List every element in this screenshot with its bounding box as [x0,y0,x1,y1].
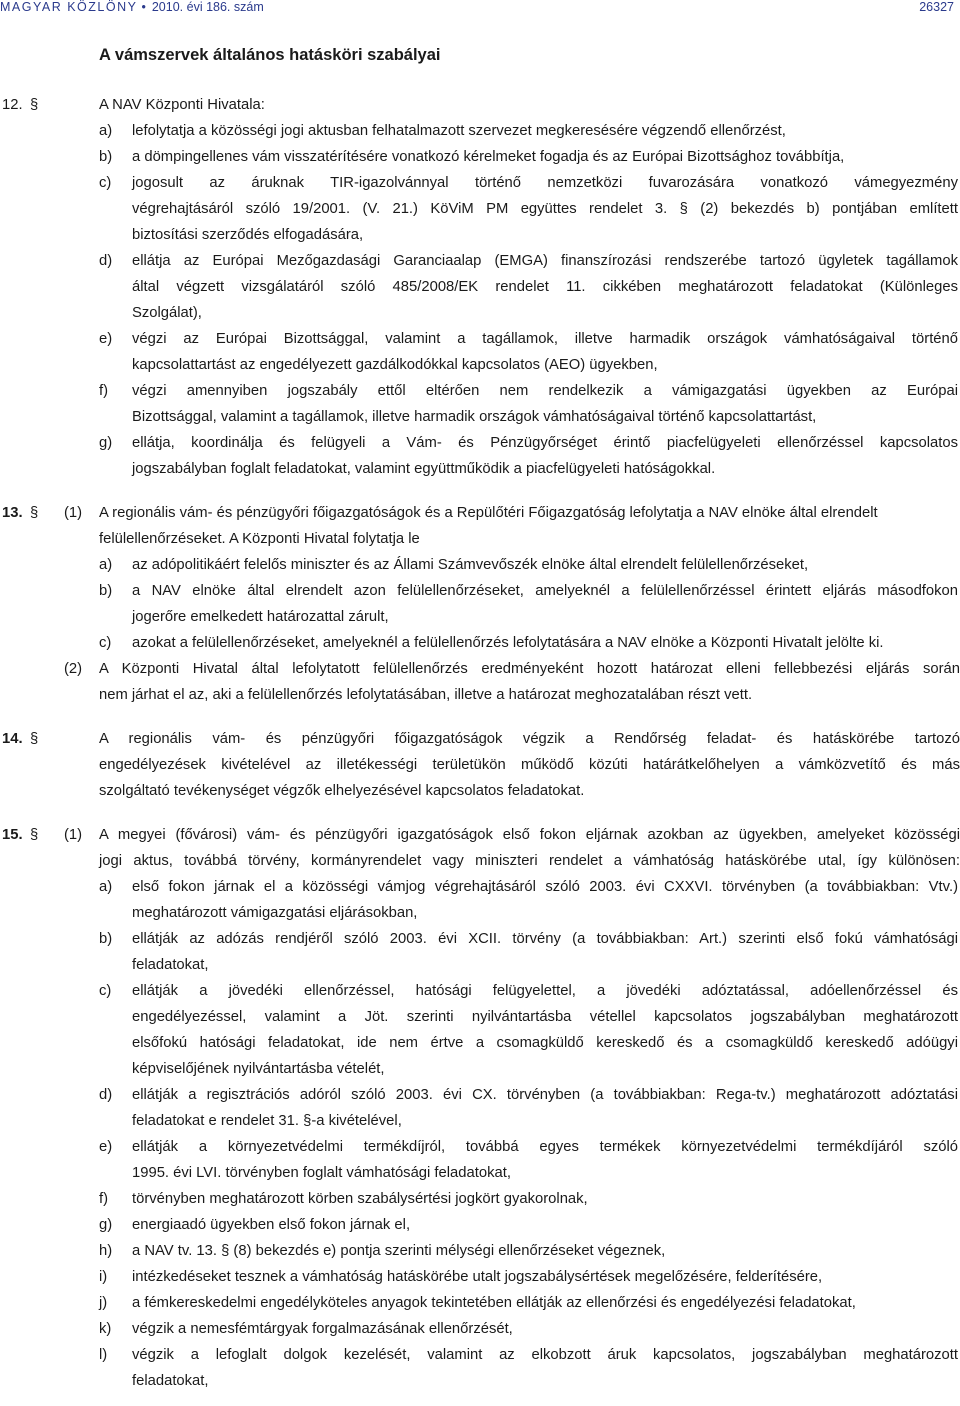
item-text: végrehajtásáról szóló 19/2001. (V. 21.) KöViM PM együttes rendelet 3. § (2) bekezdés b) pontjában említett [132,201,958,217]
item-label: g) [99,1217,113,1233]
item-label: a) [99,557,113,573]
item-label: e) [99,1139,113,1155]
item-label: d) [99,253,113,269]
item-label: a) [99,123,113,139]
item-text: feladatokat e rendelet 31. §-a kivételével, [132,1113,402,1129]
section-sign: § [30,97,39,113]
subsection-label: (1) [64,827,83,843]
item-text: törvényben meghatározott körben szabálysértési jogkört gyakorolnak, [132,1191,588,1207]
running-header [0,0,264,14]
item-text: a dömpingellenes vám visszatérítésére vonatkozó kérelmeket fogadja és az Európai Bizottsághoz továbbítja, [132,149,845,165]
paragraph-14 [0,726,960,804]
item-text: elsőfokú hatósági feladatokat, ide nem értve a csomagküldő kereskedő és a csomagküldő kereskedő adóügyi [132,1035,958,1051]
item-text: végzik a lefoglalt dolgok kezelését, valamint az elkobzott áruk kapcsolatos, jogszabályban meghatározott [132,1347,958,1363]
item-label: c) [99,983,112,999]
item-text: lefolytatja a közösségi jogi aktusban felhatalmazott szervezet megkeresésére végzendő ellenőrzést, [132,123,786,139]
item-label: h) [99,1243,113,1259]
paragraph-15 [0,822,960,1394]
page-number: 26327 [919,0,954,14]
subsection-text: nem járhat el az, aki a felülellenőrzés lefolytatásában, illetve a határozat meghozatalában részt vett. [99,687,753,703]
item-label: f) [99,1191,109,1207]
subsection-label: (2) [64,661,83,677]
section-title: A vámszervek általános hatásköri szabályai [99,46,441,64]
journal-name: MAGYAR KÖZLÖNY [0,0,138,14]
subsection-text: felülellenőrzéseket. A Központi Hivatal folytatja le [99,531,420,547]
item-label: a) [99,879,113,895]
item-text: meghatározott vámigazgatási eljárásokban, [132,905,418,921]
item-label: c) [99,635,112,651]
item-text: engedélyezéssel, valamint a Jöt. szerinti nyilvántartásba vétellel kapcsolatos jogszabályban meghatározott [132,1009,958,1025]
item-text: első fokon járnak el a közösségi vámjog végrehajtásáról szóló 2003. évi CXXVI. törvényben (a továbbiakban: Vtv.) [132,879,958,895]
document-body [0,92,960,1394]
item-text: a NAV tv. 13. § (8) bekezdés e) pontja szerinti mélységi ellenőrzéseket végeznek, [132,1243,666,1259]
subsection-text: A regionális vám- és pénzügyőri főigazgatóságok és a Repülőtéri Főigazgatóság lefolytatja a NAV elnöke által elrendelt [99,505,878,521]
item-text: kapcsolattartást az engedélyezett gazdálkodókkal kapcsolatos (AEO) ügyekben, [132,357,658,373]
section-sign: § [30,505,39,521]
spacer [0,804,960,822]
item-text: ellátják a jövedéki ellenőrzéssel, hatósági felügyelettel, a jövedéki adóztatással, adóellenőrzéssel és [132,983,958,999]
item-text: a NAV elnöke által elrendelt azon felülellenőrzéseket, amelyeknél a felülellenőrzéssel érintett eljárás másodfokon [132,583,958,599]
item-text: képviselőjének nyilvántartásba vételét, [132,1061,385,1077]
item-text: jogszabályban foglalt feladatokat, valamint együttműködik a piacfelügyeleti hatóságokkal. [132,461,716,477]
paragraph-text: engedélyezések kivételével az illetékességi területükön működő közúti határátkelőhelyen a vámközvetítő és más [99,757,960,773]
paragraph-number: 14. [2,731,23,747]
issue-number: 2010. évi 186. szám [151,0,264,14]
paragraph-intro: A NAV Központi Hivatala: [99,97,265,113]
item-label: l) [99,1347,108,1363]
item-label: g) [99,435,113,451]
item-text: által végzett vizsgálatáról szóló 485/2008/EK rendelet 11. cikkében meghatározott feladatokat (Különleges [132,279,958,295]
item-text: ellátja az Európai Mezőgazdasági Garanciaalap (EMGA) finanszírozási rendszerébe tartozó ügyletek tagállamok [132,253,958,269]
section-sign: § [30,827,39,843]
subsection-label: (1) [64,505,83,521]
item-text: ellátják a regisztrációs adóról szóló 2003. évi CX. törvényben (a továbbiakban: Rega-tv.) meghatározott adóztatási [132,1087,958,1103]
section-sign: § [30,731,39,747]
item-text: jogosult az áruknak TIR-igazolvánnyal történő nemzetközi fuvarozására vonatkozó vámegyezmény [132,175,958,191]
item-text: biztosítási szerződés elfogadására, [132,227,364,243]
item-text: jogerőre emelkedett határozattal zárult, [132,609,389,625]
item-text: ellátják a környezetvédelmi termékdíjról, továbbá egyes termékek környezetvédelmi termékdíjáról szóló [132,1139,958,1155]
subsection-text: A megyei (fővárosi) vám- és pénzügyőri igazgatóságok első fokon eljárnak azokban az ügyekben, amelyeket közösségi [99,827,960,843]
item-text: 1995. évi LVI. törvényben foglalt vámhatósági feladatokat, [132,1165,511,1181]
item-text: a fémkereskedelmi engedélyköteles anyagok tekintetében ellátják az ellenőrzési és engedélyezési feladatokat, [132,1295,856,1311]
item-text: az adópolitikáért felelős miniszter és az Állami Számvevőszék elnöke által elrendelt felülellenőrzéseket, [132,557,809,573]
item-text: azokat a felülellenőrzéseket, amelyeknél a felülellenőrzés lefolytatására a NAV elnöke a Központi Hivatalt jelölte ki. [132,635,884,651]
item-text: Bizottsággal, valamint a tagállamok, illetve harmadik országok vámhatóságaival történő kapcsolattartást, [132,409,817,425]
item-label: k) [99,1321,112,1337]
item-text: ellátja, koordinálja és felügyeli a Vám- és Pénzügyőrséget érintő piacfelügyeleti ellenőrzéssel kapcsolatos [132,435,958,451]
item-text: Szolgálat), [132,305,202,321]
item-label: e) [99,331,113,347]
item-text: ellátják az adózás rendjéről szóló 2003. évi XCII. törvény (a továbbiakban: Art.) szerinti első fokú vámhatósági [132,931,958,947]
item-text: végzi az Európai Bizottsággal, valamint a tagállamok, illetve harmadik országok vámhatóságaival történő [132,331,958,347]
item-text: feladatokat, [132,957,209,973]
item-text: végzik a nemesfémtárgyak forgalmazásának ellenőrzését, [132,1321,513,1337]
item-text: végzi amennyiben jogszabály ettől eltérően nem rendelkezik a vámigazgatási ügyekben az Európai [132,383,958,399]
item-text: feladatokat, [132,1373,209,1389]
paragraph-13 [0,500,960,708]
paragraph-number: 13. [2,505,23,521]
paragraph-text: szolgáltató tevékenységet végzők elhelyezésével kapcsolatos feladatokat. [99,783,585,799]
paragraph-number: 12. [2,97,23,113]
spacer [0,708,960,726]
item-text: energiaadó ügyekben első fokon járnak el, [132,1217,411,1233]
bullet-separator: • [141,0,146,14]
paragraph-text: A regionális vám- és pénzügyőri főigazgatóságok végzik a Rendőrség feladat- és hatáskörébe tartozó [99,731,960,747]
item-label: b) [99,931,113,947]
spacer [0,482,960,500]
item-text: intézkedéseket tesznek a vámhatóság hatáskörébe utalt jogszabálysértések megelőzésére, felderítésére, [132,1269,823,1285]
item-label: f) [99,383,109,399]
item-label: i) [99,1269,108,1285]
paragraph-12 [0,92,960,482]
item-label: b) [99,149,113,165]
paragraph-number: 15. [2,827,23,843]
item-label: c) [99,175,112,191]
item-label: d) [99,1087,113,1103]
subsection-text: jogi aktus, továbbá törvény, kormányrendelet vagy miniszteri rendelet a vámhatóság hatáskörébe utal, így különösen: [99,853,960,869]
item-label: b) [99,583,113,599]
page-header [0,0,960,14]
item-label: j) [99,1295,108,1311]
subsection-text: A Központi Hivatal által lefolytatott felülellenőrzés eredményeként hozott határozat elleni fellebbezési eljárás során [99,661,960,677]
